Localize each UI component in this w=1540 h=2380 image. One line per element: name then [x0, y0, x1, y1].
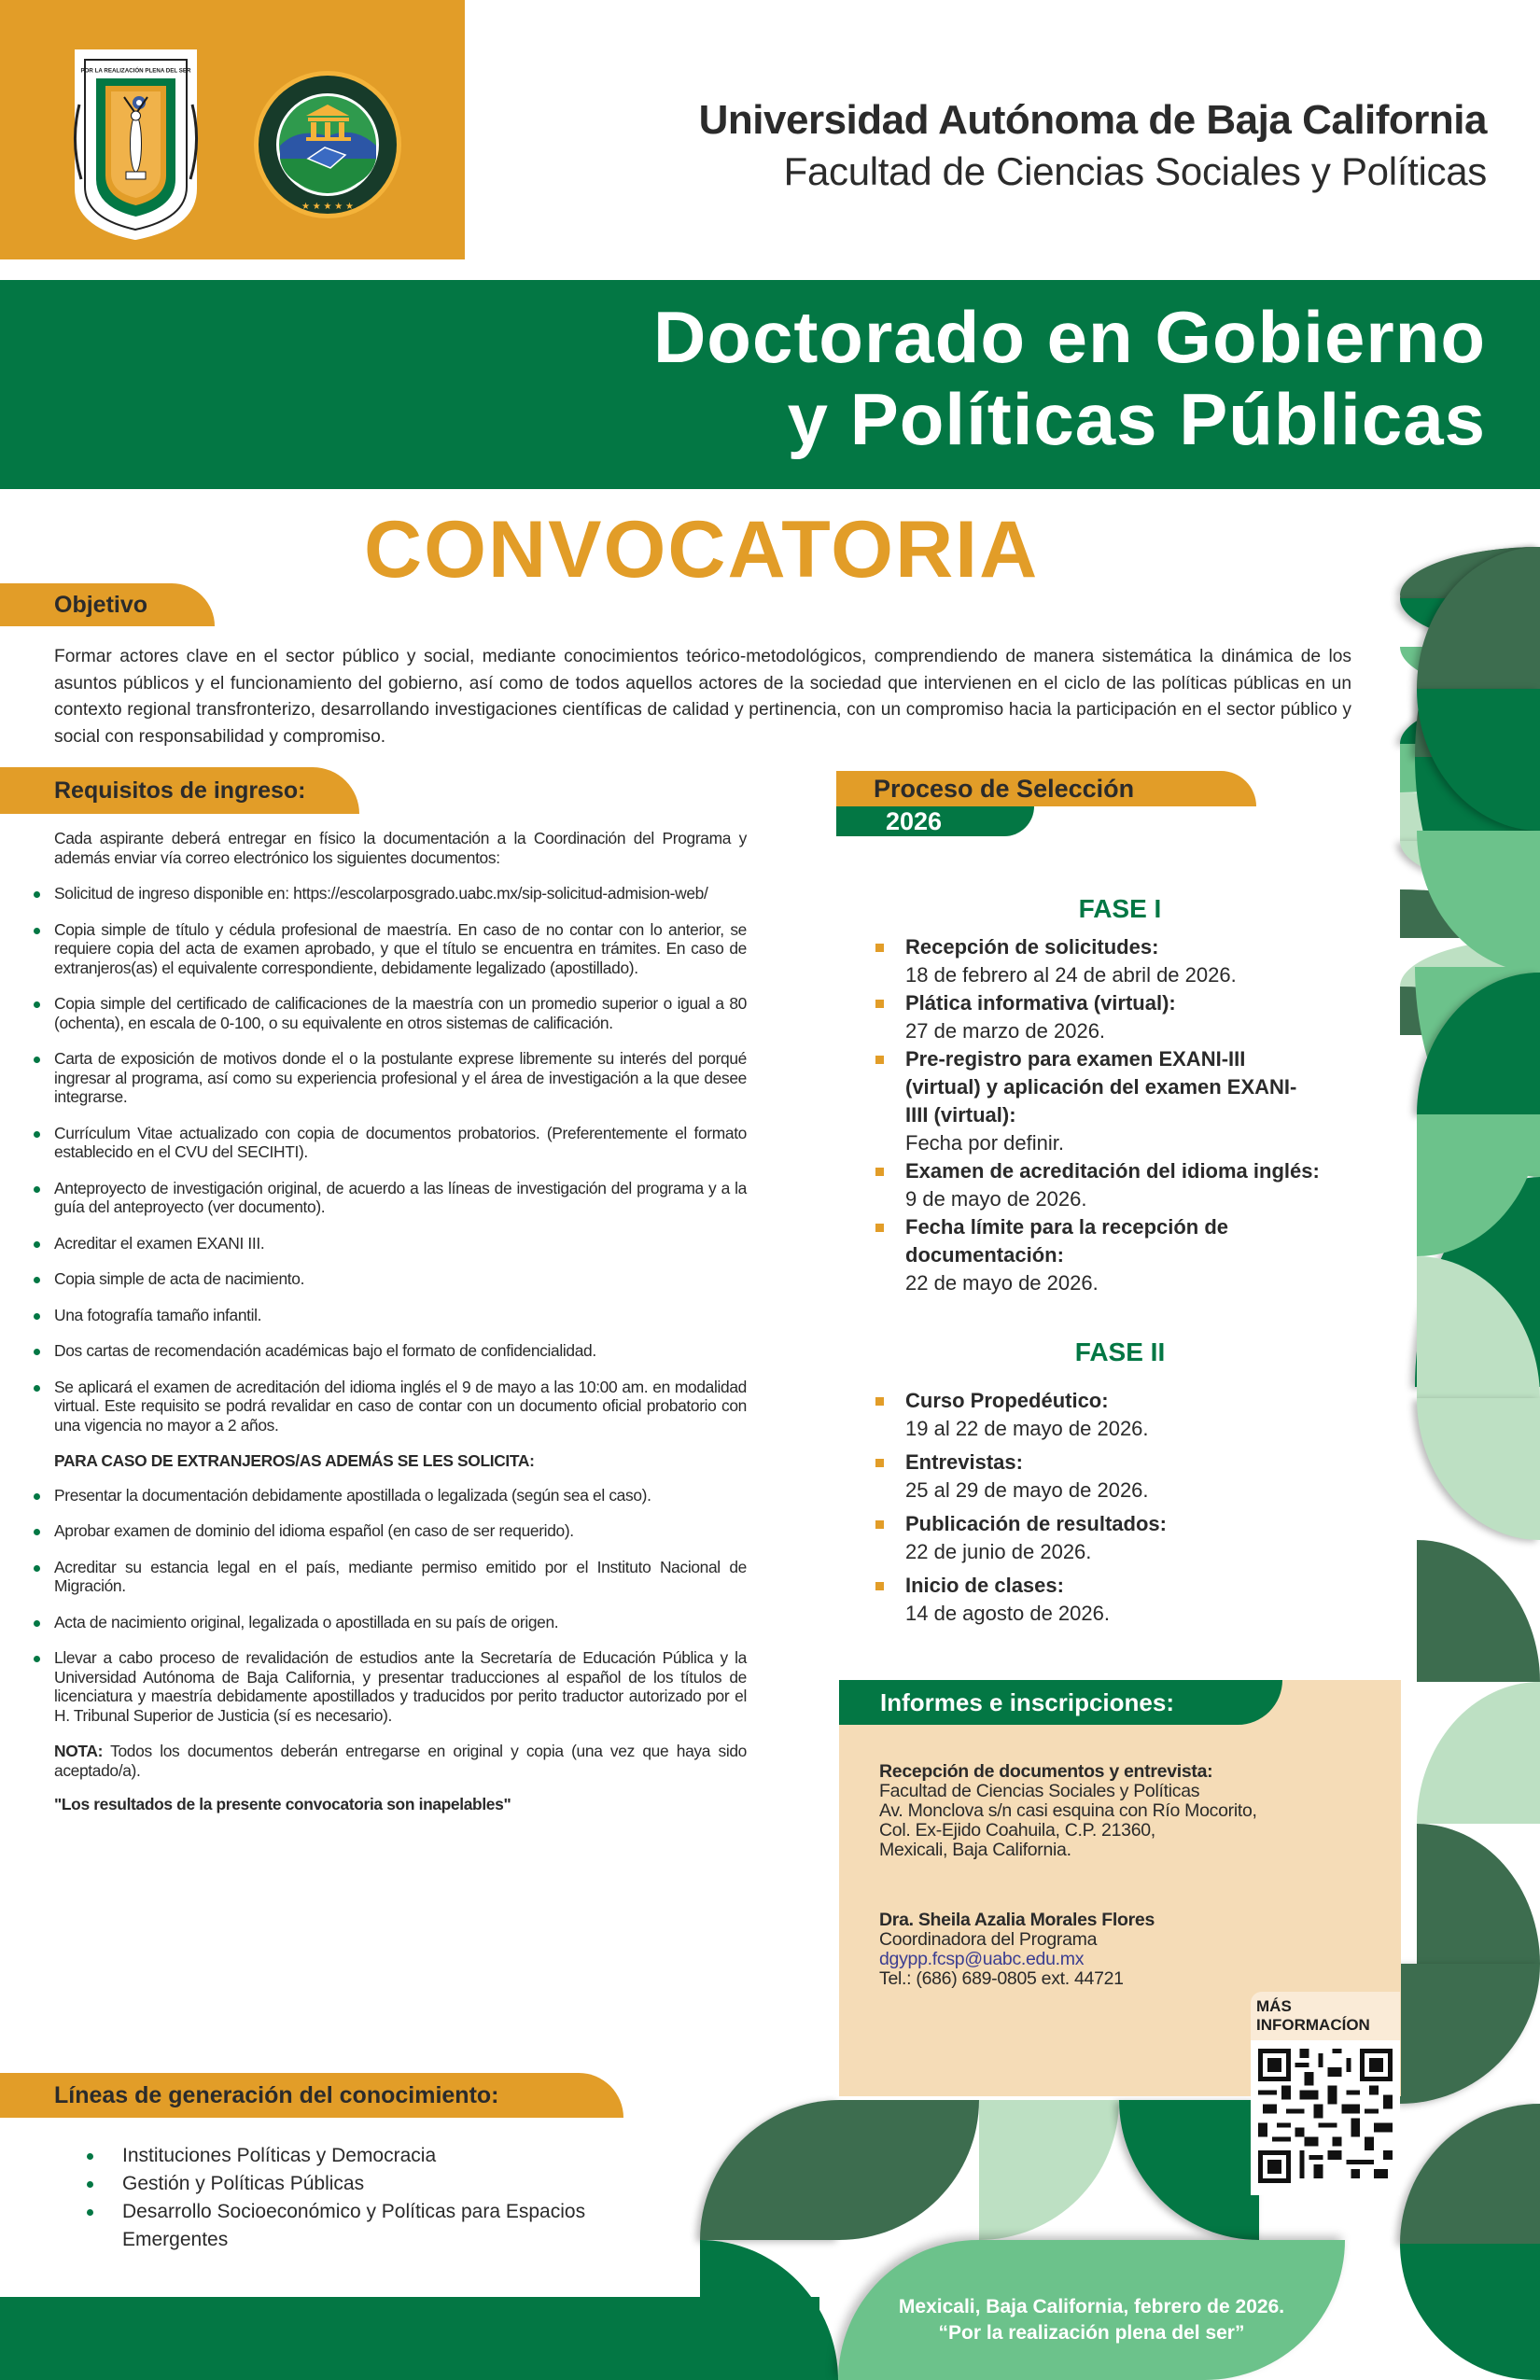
contact-email-link[interactable]: dgypp.fcsp@uabc.edu.mx	[879, 1949, 1085, 1969]
nota	[19, 1742, 747, 1780]
address-line: Facultad de Ciencias Sociales y Políticas	[879, 1781, 1200, 1801]
list-item: Entrevistas: 25 al 29 de mayo de 2026.	[821, 1449, 1381, 1505]
fase1-title: FASE I	[1078, 894, 1162, 923]
requisitos-body	[19, 829, 747, 1814]
list-item: Se aplicará el examen de acreditación del idioma inglés el 9 de mayo a las 10:00 am. en modalidad virtual. Este requisito se podrá revalidar en caso de contar con un documento oficial probatorio con una vigencia no mayor a 2 años.	[19, 1378, 747, 1435]
list-item: Copia simple del certificado de calificaciones de la maestría con un promedio superior o igual a 80 (ochenta), en escala de 0-100, o su equivalente en otros sistemas de calificación.	[19, 994, 747, 1032]
program-title-line1: Doctorado en Gobierno	[652, 296, 1486, 378]
informes-body	[879, 1762, 1327, 1989]
inapelables-quote: "Los resultados de la presente convocatoria son inapelables"	[54, 1795, 511, 1813]
bottom-green-band	[0, 2297, 819, 2380]
list-item: Publicación de resultados: 22 de junio de 2026.	[821, 1510, 1381, 1566]
contact-phone: Tel.: (686) 689-0805 ext. 44721	[879, 1968, 1124, 1989]
svg-text:★ ★ ★ ★ ★: ★ ★ ★ ★ ★	[301, 202, 354, 212]
fase1-list	[821, 933, 1381, 1297]
requisitos-intro: Cada aspirante deberá entregar en físico la documentación a la Coordinación del Programa y además enviar vía correo electrónico los siguientes documentos:	[54, 829, 747, 867]
fcsp-seal-logo	[252, 69, 403, 220]
address-line: Col. Ex-Ejido Coahuila, C.P. 21360,	[879, 1820, 1155, 1841]
contact-name: Dra. Sheila Azalia Morales Flores	[879, 1910, 1155, 1930]
extranjeros-heading: PARA CASO DE EXTRANJEROS/AS ADEMÁS SE LES SOLICITA:	[54, 1451, 535, 1470]
list-item: Inicio de clases: 14 de agosto de 2026.	[821, 1572, 1381, 1628]
contact-role: Coordinadora del Programa	[879, 1929, 1098, 1950]
informes-heading: Informes e inscripciones:	[839, 1680, 1282, 1725]
qr-label: MÁS INFORMACÍON	[1256, 1997, 1370, 2034]
requisitos-heading: Requisitos de ingreso:	[0, 767, 359, 814]
objetivo-heading: Objetivo	[0, 583, 215, 626]
list-item: Fecha límite para la recepción de documentación: 22 de mayo de 2026.	[821, 1213, 1381, 1297]
extranjeros-list	[19, 1486, 747, 1726]
list-item: Pre-registro para examen EXANI-III (virtual) y aplicación del examen EXANI-IIII (virtual): Fecha por definir.	[821, 1045, 1381, 1157]
list-item: Solicitud de ingreso disponible en: https://escolarposgrado.uabc.mx/sip-solicitud-admision-web/	[19, 884, 747, 903]
uabc-shield-logo	[68, 49, 203, 241]
faculty-name: Facultad de Ciencias Sociales y Políticas	[783, 149, 1487, 193]
list-item: Examen de acreditación del idioma inglés: 9 de mayo de 2026.	[821, 1157, 1381, 1213]
convocatoria-heading: CONVOCATORIA	[364, 505, 1040, 595]
list-item: Gestión y Políticas Públicas	[79, 2170, 602, 2198]
requisitos-list	[19, 884, 747, 1435]
svg-text:POR LA REALIZACIÓN PLENA DEL S: POR LA REALIZACIÓN PLENA DEL SER	[80, 67, 191, 75]
list-item: Plática informativa (virtual): 27 de marzo de 2026.	[821, 989, 1381, 1045]
nota-text: Todos los documentos deberán entregarse en original y copia (una vez que haya sido aceptado/a).	[54, 1742, 747, 1780]
list-item: Copia simple de acta de nacimiento.	[19, 1269, 747, 1289]
lineas-heading: Líneas de generación del conocimiento:	[0, 2073, 623, 2118]
university-name: Universidad Autónoma de Baja California	[698, 97, 1487, 143]
list-item: Llevar a cabo proceso de revalidación de estudios ante la Secretaría de Educación Pública y la Universidad Autónoma de Baja California, y presentar traducciones al español de los títulos de licenciatura y maestría debidamente apostillados y traducidos por perito traductor autorizado por el H. Tribunal Superior de Justicia (sí es necesario).	[19, 1648, 747, 1725]
list-item: Acta de nacimiento original, legalizada o apostillada en su país de origen.	[19, 1613, 747, 1632]
list-item: Presentar la documentación debidamente apostillada o legalizada (según sea el caso).	[19, 1486, 747, 1505]
list-item: Curso Propedéutico: 19 al 22 de mayo de 2026.	[821, 1387, 1381, 1443]
objetivo-text: Formar actores clave en el sector público y social, mediante conocimientos teórico-metodológicos, comprendiendo de manera sistemática la dinámica de los asuntos públicos y el funcionamiento del gobierno, así como de todos aquellos actores de la sociedad que intervienen en el ciclo de las políticas públicas en un contexto regional transfronterizo, desarrollando investigaciones científicas de calidad y pertinencia, con un compromiso hacia la participación en el sector público y social con responsabilidad y compromiso.	[54, 647, 1351, 747]
list-item: Dos cartas de recomendación académicas bajo el formato de confidencialidad.	[19, 1341, 747, 1361]
list-item: Carta de exposición de motivos donde el o la postulante exprese libremente su interés del porqué ingresar al programa, así como su experiencia profesional y el área de investigación a la que desee integrarse.	[19, 1049, 747, 1107]
qr-code-icon[interactable]	[1251, 2040, 1400, 2195]
list-item: Currículum Vitae actualizado con copia de documentos probatorios. (Preferentemente el formato establecido en el CVU del SECIHTI).	[19, 1124, 747, 1162]
fase2-list	[821, 1387, 1381, 1633]
footer-location-date: Mexicali, Baja California, febrero de 2026.	[898, 2296, 1285, 2317]
nota-label: NOTA:	[54, 1742, 104, 1760]
list-item: Aprobar examen de dominio del idioma español (en caso de ser requerido).	[19, 1521, 747, 1541]
list-item: Anteproyecto de investigación original, de acuerdo a las líneas de investigación del programa y a la guía del anteproyecto (ver documento).	[19, 1179, 747, 1217]
proceso-year: 2026	[836, 806, 1034, 836]
list-item: Desarrollo Socioeconómico y Políticas para Espacios Emergentes	[79, 2198, 602, 2254]
list-item: Copia simple de título y cédula profesional de maestría. En caso de no contar con lo anterior, se requiere copia del acta de examen aprobado, y que el título se encuentra en trámites. En caso de extranjeros(as) el equivalente correspondiente, debidamente legalizado (apostillado).	[19, 920, 747, 978]
list-item: Acreditar el examen EXANI III.	[19, 1234, 747, 1253]
list-item: Una fotografía tamaño infantil.	[19, 1306, 747, 1325]
list-item: Instituciones Políticas y Democracia	[79, 2142, 602, 2170]
lineas-list	[79, 2142, 602, 2254]
list-item: Recepción de solicitudes: 18 de febrero al 24 de abril de 2026.	[821, 933, 1381, 989]
address-line: Av. Monclova s/n casi esquina con Río Mocorito,	[879, 1800, 1257, 1821]
recepcion-label: Recepción de documentos y entrevista:	[879, 1761, 1213, 1782]
program-title-line2: y Políticas Públicas	[787, 378, 1486, 460]
list-item: Acreditar su estancia legal en el país, mediante permiso emitido por el Instituto Nacional de Migración.	[19, 1558, 747, 1596]
fase2-title: FASE II	[1074, 1337, 1166, 1366]
footer-motto: “Por la realización plena del ser”	[938, 2322, 1245, 2344]
proceso-heading: Proceso de Selección	[836, 771, 1256, 806]
address-line: Mexicali, Baja California.	[879, 1840, 1071, 1860]
